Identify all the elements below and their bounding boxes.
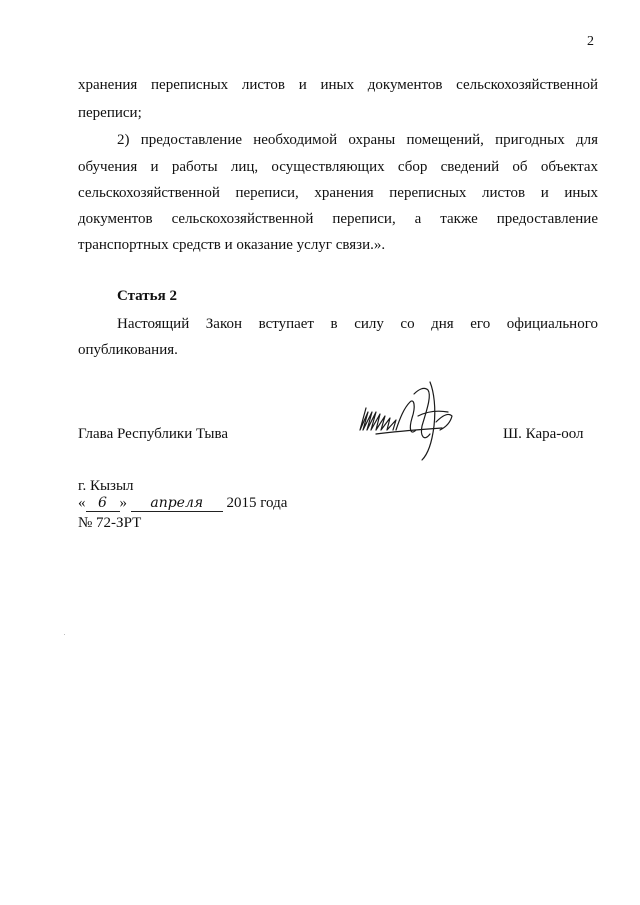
paragraph-2-line-4: документов сельскохозяйственной переписи, а также предоставление (78, 211, 598, 227)
paragraph-1-line-1: хранения переписных листов и иных документов сельскохозяйственной (78, 77, 598, 93)
paragraph-2-line-1: 2) предоставление необходимой охраны помещений, пригодных для (117, 132, 598, 148)
law-number: № 72-ЗРТ (78, 515, 142, 531)
page-number: 2 (587, 34, 594, 49)
paragraph-2-line-5: транспортных средств и оказание услуг связи.». (78, 237, 386, 253)
signatory-title: Глава Республики Тыва (78, 426, 229, 442)
signatory-name: Ш. Кара-оол (503, 426, 584, 442)
paragraph-2-line-2: обучения и работы лиц, осуществляющих сбор сведений об объектах (78, 159, 598, 175)
date-close-quote: » (119, 495, 127, 511)
city: г. Кызыл (78, 478, 134, 494)
date-open-quote: « (78, 495, 86, 511)
date-day: 6 (86, 496, 120, 512)
article-heading: Статья 2 (117, 288, 177, 304)
date-month: апреля (131, 496, 223, 512)
scan-speck (64, 634, 65, 635)
signing-date (78, 495, 287, 512)
date-year: 2015 года (226, 495, 288, 511)
handwritten-signature (352, 372, 462, 462)
paragraph-1-line-2: переписи; (78, 105, 142, 121)
article-line-1: Настоящий Закон вступает в силу со дня его официального (117, 316, 598, 332)
article-line-2: опубликования. (78, 342, 178, 358)
paragraph-2-line-3: сельскохозяйственной переписи, хранения переписных листов и иных (78, 185, 598, 201)
